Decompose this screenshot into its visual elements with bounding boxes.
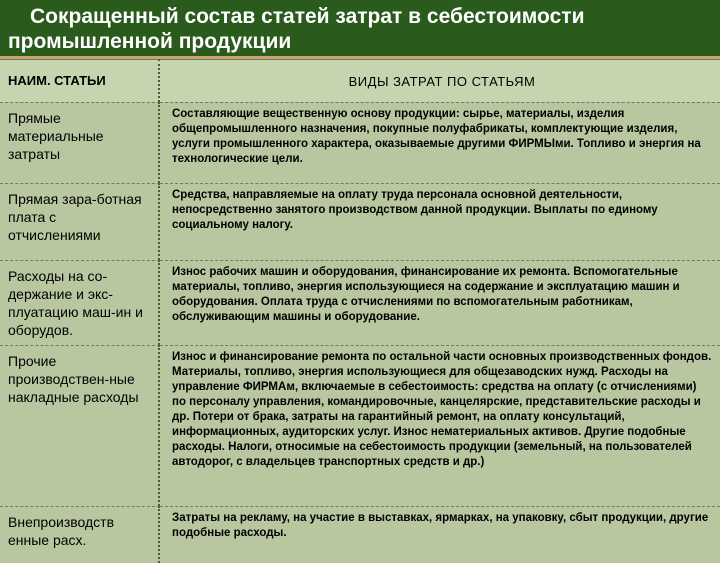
header-cost-types: ВИДЫ ЗАТРАТ ПО СТАТЬЯМ — [160, 59, 720, 102]
slide-title: Сокращенный состав статей затрат в себестоимости промышленной продукции — [8, 5, 591, 53]
cost-item-description: Затраты на рекламу, на участие в выставках, ярмарках, на упаковку, сбыт продукции, другие подобные расходы. — [160, 506, 720, 563]
cost-item-name: Прочие производствен-ные накладные расходы — [0, 345, 160, 506]
table-header-row — [0, 59, 720, 102]
cost-item-description: Износ и финансирование ремонта по остальной части основных производственных фондов. Материалы, топливо, энергия использующиеся для общезаводских нужд. Расходы на управление ФИРМАм, включаемые в себестоимость: средства на оплату (с отчислениями) по персоналу управления, командировочные, канцелярские, представительские расходы и др. Потери от брака, затраты на гарантийный ремонт, на оплату консультаций, информационных, аудиторских услуг. Износ нематериальных активов. Другие подобные расходы. Налоги, относимые на себестоимость продукции (земельный, на пользователей автодорог, с владельцев транспортных средств и др.) — [160, 345, 720, 506]
cost-item-name: Расходы на со-держание и экс-плуатацию маш-ин и оборудов. — [0, 260, 160, 345]
cost-item-description: Средства, направляемые на оплату труда персонала основной деятельности, непосредственно занятого производством данной продукции. Выплаты по единому социальному налогу. — [160, 183, 720, 260]
cost-item-name: Прямые материальные затраты — [0, 102, 160, 183]
slide-title-bar — [0, 0, 720, 56]
table-row — [0, 102, 720, 183]
table-row — [0, 506, 720, 563]
cost-items-table-wrapper — [0, 59, 720, 548]
table-row — [0, 260, 720, 345]
table-row — [0, 345, 720, 506]
cost-items-table — [0, 59, 720, 563]
cost-item-description: Износ рабочих машин и оборудования, финансирование их ремонта. Вспомогательные материалы, топливо, энергия использующиеся на содержание и эксплуатацию машин и оборудования. Оплата труда с отчислениями по вспомогательным работникам, обслуживающим машины и оборудование. — [160, 260, 720, 345]
cost-item-name: Внепроизводств енные расх. — [0, 506, 160, 563]
header-item-name: НАИМ. СТАТЬИ — [0, 59, 160, 102]
cost-item-description: Составляющие вещественную основу продукции: сырье, материалы, изделия общепромышленного назначения, покупные полуфабрикаты, комплектующие изделия, услуги промышленного характера, оказываемые другими ФИРМЫми. Топливо и энергия на технологические цели. — [160, 102, 720, 183]
cost-item-name: Прямая зара-ботная плата с отчислениями — [0, 183, 160, 260]
table-row — [0, 183, 720, 260]
